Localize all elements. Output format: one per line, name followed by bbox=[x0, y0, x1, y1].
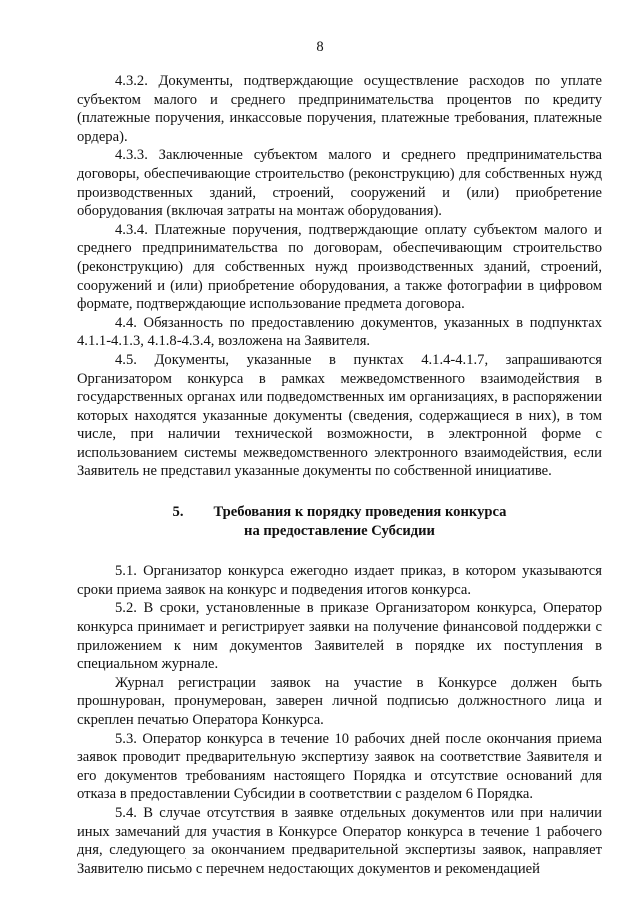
page-number: 8 bbox=[316, 39, 324, 55]
paragraph: 5.4. В случае отсутствия в заявке отдельных документов или при наличии иных замечаний для участия в Конкурсе Оператор конкурса в течение 1 рабочего дня, следующего за окончанием предварительной экспертизы заявок, направляет Заявителю письмо с перечнем недостающих документов и рекомендацией bbox=[77, 804, 602, 877]
scan-speck bbox=[331, 858, 332, 859]
scan-speck bbox=[185, 858, 186, 859]
section-number: 5. bbox=[172, 504, 184, 521]
section-title-line2: на предоставление Субсидии bbox=[244, 522, 435, 539]
section-title-line1: Требования к порядку проведения конкурса bbox=[213, 504, 507, 521]
paragraph: 4.5. Документы, указанные в пунктах 4.1.4-4.1.7, запрашиваются Организатором конкурса в рамках межведомственного взаимодействия в государственных органах или подведомственных им организациях, в распоряжении которых находятся указанные документы (сведения, содержащиеся в них), в том числе, при наличии технической возможности, в электронной форме с использованием системы межведомственного электронного взаимодействия, если Заявитель не представил указанные документы по собственной инициативе. bbox=[77, 351, 602, 480]
paragraph: 4.3.3. Заключенные субъектом малого и среднего предпринимательства договоры, обеспечивающие строительство (реконструкцию) для собственных нужд производственных зданий, строений, сооружений и (или) приобретение оборудования (включая затраты на монтаж оборудования). bbox=[77, 147, 602, 220]
paragraph: 4.4. Обязанность по предоставлению документов, указанных в подпунктах 4.1.1-4.1.3, 4.1.8-4.3.4, возложена на Заявителя. bbox=[77, 314, 602, 350]
paragraph: 5.3. Оператор конкурса в течение 10 рабочих дней после окончания приема заявок проводит предварительную экспертизу заявок на соответствие Заявителя и его документов требованиям настоящего Порядка и отсутствие оснований для отказа в предоставлении Субсидии в соответствии с разделом 6 Порядка. bbox=[77, 730, 602, 803]
paragraph: 5.1. Организатор конкурса ежегодно издает приказ, в котором указываются сроки приема заявок на конкурс и подведения итогов конкурса. bbox=[77, 563, 602, 598]
page-content bbox=[77, 72, 602, 878]
section-heading bbox=[77, 503, 602, 540]
paragraph: 4.3.4. Платежные поручения, подтверждающие оплату субъектом малого и среднего предпринимательства по договорам, обеспечивающим строительство (реконструкцию) для собственных нужд производственных зданий, строений, сооружений и (или) приобретение оборудования, а также фотографии в цифровом формате, подтверждающие использование предмета договора. bbox=[77, 221, 602, 313]
paragraph: Журнал регистрации заявок на участие в Конкурсе должен быть прошнурован, пронумерован, заверен личной подписью должностного лица и скреплен печатью Оператора Конкурса. bbox=[77, 674, 602, 728]
paragraph: 4.3.2. Документы, подтверждающие осуществление расходов по уплате субъектом малого и среднего предпринимательства процентов по кредиту (платежные поручения, инкассовые поручения, платежные требования, платежные ордера). bbox=[77, 73, 602, 145]
paragraph: 5.2. В сроки, установленные в приказе Организатором конкурса, Оператор конкурса принимает и регистрирует заявки на получение финансовой поддержки с приложением к ним документов Заявителей в порядке их поступления в специальном журнале. bbox=[77, 600, 602, 673]
section-heading-line1 bbox=[77, 503, 602, 522]
